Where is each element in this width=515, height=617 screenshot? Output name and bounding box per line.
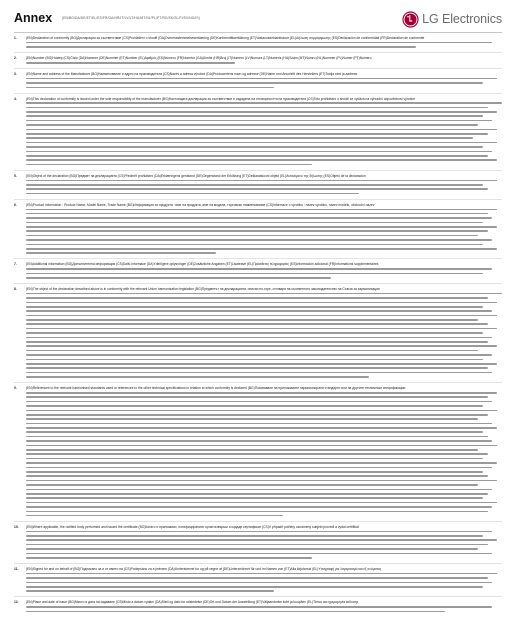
section-divider — [14, 563, 502, 564]
section-number: 5. — [14, 173, 17, 178]
brand-logo — [402, 9, 502, 29]
text-line — [26, 162, 502, 166]
section-body-text — [26, 267, 502, 280]
section-lead-text: (EN)Name and address of the Manufacturer (BG)Наименование и адрес на производителя (CS)Název a adresa výrobce (DA)Producentens navn og adresse (DE)Name und Anschrift des Herstellers (ET)Tootja nimi ja aadress — [26, 71, 358, 76]
section-lead-text: (EN)Additional information (BG)Допълнителна информация (CS)Další informace (DA)Yderligere oplysninger (DE)Zusätzliche Angaben (ET)Lisateave (EL)Πρόσθετες πληροφορίες (ES)Información adicional (FR)Informations supplémentaires — [26, 262, 379, 267]
section-number: 7. — [14, 262, 17, 267]
declaration-section — [14, 600, 502, 613]
declaration-section — [14, 174, 502, 196]
annex-title: Annex — [14, 11, 53, 25]
section-body-text — [26, 605, 502, 614]
section-number: 10. — [14, 524, 19, 529]
text-line — [26, 514, 502, 518]
section-number: 4. — [14, 96, 17, 101]
declaration-section — [14, 203, 502, 256]
section-lead-text: (EN)References to the relevant harmonised standards used or references to the other technical specifications in relation to which conformity is declared (BG)Позоваване на приложимите хармонизирани стандарти или на другите технически спецификации — [26, 386, 406, 391]
section-body-text — [26, 571, 502, 593]
section-number: 1. — [14, 36, 17, 40]
declaration-section — [14, 262, 502, 280]
section-body-text — [26, 178, 502, 196]
section-number: 12. — [14, 600, 19, 605]
section-divider — [14, 283, 502, 284]
annex-language-list: (EN/BG/DA/DE/ET/EL/ES/FR/GA/HR/IT/LV/LT/HU/MT/NL/PL/PT/RO/SK/SL/FI/SV/NO/IS) — [62, 16, 200, 20]
text-line — [26, 609, 502, 613]
section-lead-text: (EN)Object of the declaration (BG)Предмет на декларацията (CS)Předmět prohlášení (DA)Erklæringens genstand (DE)Gegenstand der Erklärung (ET)Deklaratsiooni objekt (EL)Αντικείμενο της δήλωσης (ES)Objeto de la declaración — [26, 173, 366, 178]
text-line — [26, 375, 502, 379]
text-line — [26, 589, 502, 593]
declaration-section — [14, 287, 502, 379]
section-number: 9. — [14, 386, 17, 391]
section-divider — [14, 596, 502, 597]
lg-logo-icon — [402, 11, 419, 28]
declaration-section — [14, 72, 502, 90]
text-line — [26, 276, 502, 280]
declaration-section — [14, 36, 502, 49]
section-body-text — [26, 40, 502, 49]
section-divider — [14, 170, 502, 171]
declaration-section — [14, 386, 502, 518]
text-line — [26, 85, 502, 89]
section-number: 2. — [14, 56, 17, 61]
section-body-text — [26, 76, 502, 89]
text-line — [26, 191, 502, 195]
section-lead-text: (EN)The object of the declaration described above is in conformity with the relevant Union harmonisation legislation (BG)Предметът на декларацията, описан по-горе, отговаря на съответното законодателство на Съюза за хармонизация — [26, 286, 380, 291]
section-divider — [14, 93, 502, 94]
section-number: 8. — [14, 286, 17, 291]
section-body-text — [26, 207, 502, 255]
page-header — [14, 9, 502, 31]
section-lead-text: (EN)This declaration of conformity is issued under the sole responsibility of the manufacturer (BG)Настоящата декларация за съответствие е издадена на отговорността на производителя (CS)Toto prohlášení o shodě se vydává na výhradní odpovědnost výrobce — [26, 96, 416, 101]
section-lead-text: (EN)Product information : Product Name, Model Name, Trade Name (BG)Информация за продукта : име на продукта, име на модела, търговско наименование (CS)Informace o výrobku : název výrobku, název modelu, obchodní název — [26, 202, 375, 207]
text-line — [26, 251, 502, 255]
section-body-text — [26, 61, 502, 65]
section-lead-text: (EN)Place and date of issue (BG)Място и дата на издаване (CS)Místo a datum vydání (DA)Sted og dato for udstedelse (DE)Ort und Datum der Ausstellung (ET)Väljaandmise koht ja kuupäev (EL)Τόπος και ημερομηνία έκδοσης — [26, 600, 359, 605]
section-divider — [14, 199, 502, 200]
section-body-text — [26, 529, 502, 560]
section-divider — [14, 521, 502, 522]
section-lead-text: (EN)Number (BG)Номер (CS)Číslo (DA)Nummer (DE)Nummer (ET)Number (EL)Αριθμός (ES)Número (FR)Numéro (GA)Uimhir (HR)Broj (IT)Numero (LV)Numurs (LT)Numeris (HU)Szám (MT)Numru (NL)Nummer (PL)Numer (PT)Número — [26, 56, 372, 61]
text-line — [26, 45, 502, 49]
section-body-text — [26, 291, 502, 379]
text-line — [26, 61, 502, 65]
section-divider — [14, 52, 502, 53]
section-number: 11. — [14, 567, 19, 572]
declaration-section — [14, 525, 502, 560]
section-divider — [14, 382, 502, 383]
section-lead-text: (EN)Where applicable, the notified body performed and issued the certificate (BG)Когато е приложимо, нотифицираният орган извърши и издаде сертификат (CS)V případě potřeby oznámený subjekt provedl a vydal certifikát — [26, 524, 359, 529]
declaration-section — [14, 567, 502, 593]
declaration-section — [14, 56, 502, 65]
section-body-text — [26, 391, 502, 518]
text-line — [26, 556, 502, 560]
section-number: 3. — [14, 71, 17, 76]
section-divider — [14, 68, 502, 69]
section-lead-text: (EN)Declaration of conformity (BG)Декларация за съответствие (CS)Prohlášení o shodě (DA)Overensstemmelseserklæring (DE)Konformitätserklärung (ET)Vastavusdeklaratsioon (EL)Δήλωση συμμόρφωσης (ES)Declaración de conformidad (FR)Déclaration de conformité — [26, 36, 425, 40]
declaration-body — [14, 36, 502, 617]
header-divider — [14, 32, 502, 33]
section-number: 6. — [14, 202, 17, 207]
declaration-section — [14, 97, 502, 167]
section-divider — [14, 258, 502, 259]
section-body-text — [26, 101, 502, 167]
section-lead-text: (EN)Signed for and on behalf of (BG)Подписано за и от името на (CS)Podepsáno za a jménem (DA)Underskrevet for og på vegne af (DE)Unterzeichnet für und im Namen von (ET)Alla kirjutanud (EL)Υπογραφή για λογαριασμό και εξ ονόματος — [26, 567, 382, 572]
brand-name: LG Electronics — [422, 12, 502, 26]
